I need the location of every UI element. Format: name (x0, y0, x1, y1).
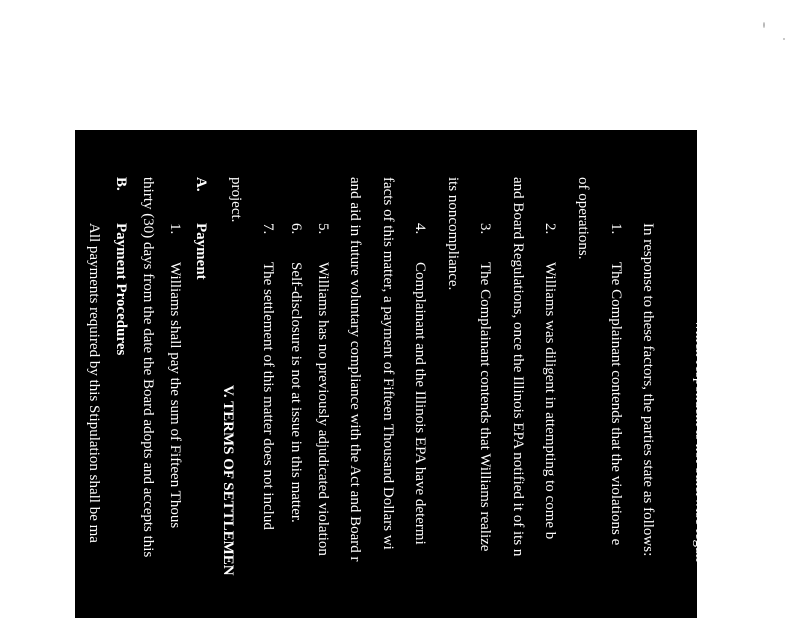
text-line: The settlement of this matter does not includ (260, 262, 276, 530)
list-number: 5. (315, 223, 331, 235)
list-number: 2. (542, 223, 558, 235)
rotated-text-block (75, 130, 708, 618)
list-number: 4. (412, 223, 428, 235)
list-number: 1. (167, 223, 183, 235)
text-line: The Complainant contends that Williams realize (477, 262, 493, 552)
list-number: 3. (477, 223, 493, 235)
text-line: Williams shall pay the sum of Fifteen Thous (167, 262, 183, 529)
text-line: and aid in future voluntary compliance with the Act and Board r (347, 177, 363, 562)
text-line: its noncompliance. (445, 177, 461, 291)
text-line: The Complainant contends that the violations e (608, 262, 624, 546)
subsection-title: Payment Procedures (113, 223, 129, 356)
text-line: Williams was diligent in attempting to come b (542, 262, 558, 540)
list-number: 1. (608, 223, 624, 235)
text-line: which respondent is not otherwise legall (692, 320, 708, 563)
section-heading: V. TERMS OF SETTLEMEN (220, 385, 236, 576)
text-line: project. (228, 177, 244, 223)
text-line: and Board Regulations, once the Illinois EPA notified it of its n (510, 177, 526, 557)
text-line: thirty (30) days from the date the Board adopts and accepts this (140, 177, 156, 558)
scan-speck (783, 38, 785, 40)
text-line: All payments required by this Stipulation shall be ma (86, 223, 102, 543)
list-number: 6. (288, 223, 304, 235)
text-line: Williams has no previously adjudicated violation (315, 262, 331, 556)
list-number: 7. (260, 223, 276, 235)
text-line: In response to these factors, the parties state as follows: (640, 223, 656, 557)
subsection-letter: B. (113, 177, 129, 191)
scan-speck (763, 22, 765, 28)
text-line: facts of this matter, a payment of Fifteen Thousand Dollars wi (380, 177, 396, 550)
text-line: Complainant and the Illinois EPA have determi (412, 262, 428, 545)
subsection-letter: A. (193, 177, 209, 192)
text-line: Self-disclosure is not at issue in this matter. (288, 262, 304, 523)
text-line: of operations. (575, 177, 591, 260)
subsection-title: Payment (193, 223, 209, 280)
